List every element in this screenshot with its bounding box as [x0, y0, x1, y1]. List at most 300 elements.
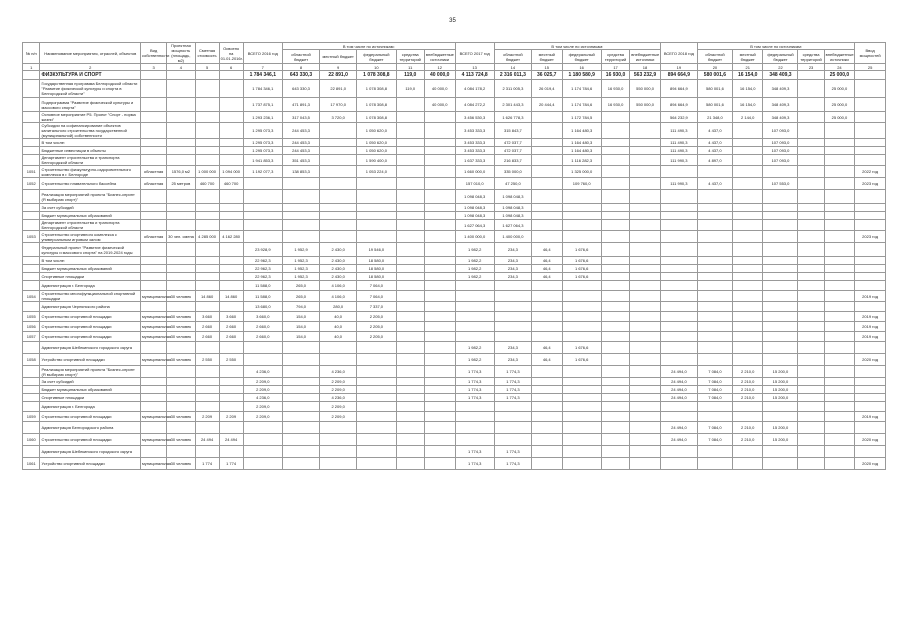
table-cell	[140, 366, 166, 378]
table-row	[23, 422, 886, 434]
table-cell	[219, 190, 243, 204]
table-cell	[396, 342, 424, 354]
table-cell	[531, 458, 562, 470]
table-cell	[824, 281, 855, 291]
table-cell	[630, 394, 661, 402]
table-cell: 4 113 724,8	[455, 71, 494, 80]
table-cell: 2 550	[195, 354, 219, 366]
table-cell: 234,3	[494, 265, 531, 273]
table-row	[23, 112, 886, 123]
table-cell	[167, 155, 195, 166]
table-cell: 4 437,0	[697, 123, 732, 139]
table-cell: 265,0	[282, 281, 319, 291]
table-cell	[424, 446, 455, 458]
table-cell	[660, 354, 697, 366]
table-cell	[630, 123, 661, 139]
table-cell	[23, 212, 40, 220]
table-cell	[424, 412, 455, 422]
table-cell	[732, 412, 763, 422]
table-cell: 472 037,7	[494, 139, 531, 147]
table-cell: 16 154,0	[732, 98, 763, 112]
table-row	[23, 378, 886, 386]
subheader: федеральный бюджет	[763, 50, 798, 64]
table-cell: 2 550	[219, 354, 243, 366]
table-cell: 2020 год	[855, 354, 886, 366]
table-cell	[630, 446, 661, 458]
table-cell	[824, 204, 855, 212]
table-cell: 1 660 000,0	[455, 166, 494, 178]
table-cell	[396, 378, 424, 386]
table-cell	[601, 265, 629, 273]
table-cell: 30 человек	[167, 434, 195, 446]
table-cell	[697, 302, 732, 312]
table-cell	[601, 342, 629, 354]
table-cell	[140, 220, 166, 231]
table-cell	[243, 422, 282, 434]
table-cell: 1 637 333,3	[455, 155, 494, 166]
table-cell	[23, 281, 40, 291]
table-cell: 1 676,6	[562, 273, 601, 281]
table-cell: 11 588,0	[243, 291, 282, 302]
table-cell	[494, 422, 531, 434]
table-cell	[824, 123, 855, 139]
table-cell	[140, 378, 166, 386]
table-cell	[396, 166, 424, 178]
column-index-cell: 17	[601, 64, 629, 71]
table-cell	[219, 378, 243, 386]
table-cell: муниципальная	[140, 354, 166, 366]
table-cell	[282, 354, 319, 366]
table-cell	[562, 378, 601, 386]
table-cell	[195, 204, 219, 212]
table-cell	[195, 386, 219, 394]
table-cell	[195, 281, 219, 291]
col-group-2016: В том числе по источникам:	[282, 43, 455, 50]
table-cell	[697, 354, 732, 366]
table-cell	[195, 342, 219, 354]
column-index-cell: 24	[824, 64, 855, 71]
table-cell: 1 952,3	[282, 265, 319, 273]
table-cell: 234,3	[494, 342, 531, 354]
table-cell	[23, 378, 40, 386]
table-cell	[219, 446, 243, 458]
table-cell	[396, 265, 424, 273]
table-cell	[195, 402, 219, 412]
table-cell	[697, 412, 732, 422]
table-cell	[855, 155, 886, 166]
table-cell	[697, 212, 732, 220]
table-cell	[243, 342, 282, 354]
table-cell: 460 700	[195, 178, 219, 190]
table-cell: 1 774,3	[494, 446, 531, 458]
table-cell	[531, 147, 562, 155]
table-cell: 3 453 333,3	[455, 139, 494, 147]
table-cell	[601, 123, 629, 139]
table-cell: 1 774,3	[455, 378, 494, 386]
table-cell	[798, 332, 824, 342]
column-index-cell: 12	[424, 64, 455, 71]
table-cell	[660, 332, 697, 342]
table-cell	[562, 204, 601, 212]
table-cell: 1 098 048,3	[455, 204, 494, 212]
table-cell	[455, 402, 494, 412]
table-cell	[140, 422, 166, 434]
table-cell: 46,4	[531, 273, 562, 281]
table-row	[23, 139, 886, 147]
table-cell	[357, 412, 396, 422]
table-cell: 1 098 048,3	[494, 190, 531, 204]
table-cell	[824, 220, 855, 231]
table-cell	[630, 178, 661, 190]
table-cell	[798, 212, 824, 220]
table-cell	[195, 243, 219, 257]
table-cell	[140, 139, 166, 147]
table-row	[23, 458, 886, 470]
table-cell	[763, 402, 798, 412]
table-cell	[562, 458, 601, 470]
table-cell	[732, 332, 763, 342]
table-cell	[601, 458, 629, 470]
table-row	[23, 446, 886, 458]
table-cell	[763, 166, 798, 178]
table-cell: 265,0	[282, 291, 319, 302]
table-cell: 1 774,3	[455, 458, 494, 470]
table-cell	[282, 422, 319, 434]
table-cell: 4 285 000	[195, 231, 219, 243]
table-cell: 1 952,3	[282, 257, 319, 265]
table-cell	[494, 332, 531, 342]
row-name-cell: Устройство спортивной площадки	[40, 458, 141, 470]
table-cell	[219, 243, 243, 257]
table-cell: 315 843,7	[494, 123, 531, 139]
table-row	[23, 71, 886, 80]
table-cell	[531, 366, 562, 378]
table-cell	[320, 342, 357, 354]
table-cell: 244 453,3	[282, 147, 319, 155]
table-cell	[630, 422, 661, 434]
table-cell	[630, 412, 661, 422]
table-cell	[23, 190, 40, 204]
table-cell	[23, 446, 40, 458]
table-cell: муниципальная	[140, 312, 166, 322]
row-name-cell: Государственная программа Белгородской области "Развитие физической культуры и спорта в Белгородской области"	[40, 80, 141, 98]
table-cell: 18 580,0	[357, 265, 396, 273]
table-cell: 24 494,0	[660, 434, 697, 446]
table-cell	[798, 166, 824, 178]
table-cell: 2 205,0	[357, 322, 396, 332]
table-cell	[732, 458, 763, 470]
table-cell	[732, 291, 763, 302]
table-cell	[396, 354, 424, 366]
table-cell: 16 154,0	[732, 80, 763, 98]
table-row	[23, 402, 886, 412]
table-cell: 24 494	[195, 434, 219, 446]
table-cell	[424, 231, 455, 243]
table-cell	[763, 312, 798, 322]
table-cell: 46,4	[531, 257, 562, 265]
table-cell	[660, 281, 697, 291]
table-cell	[424, 155, 455, 166]
table-cell: 234,3	[494, 354, 531, 366]
table-cell	[320, 231, 357, 243]
table-cell	[630, 166, 661, 178]
table-cell	[630, 322, 661, 332]
table-cell	[660, 212, 697, 220]
table-cell	[763, 190, 798, 204]
subheader: федеральный бюджет	[562, 50, 601, 64]
table-cell: 4 236,0	[320, 366, 357, 378]
table-cell	[763, 220, 798, 231]
table-cell: 24 494,0	[660, 386, 697, 394]
table-cell	[732, 446, 763, 458]
row-name-cell: Департамент строительства и транспорта Белгородской области	[40, 155, 141, 166]
table-cell: 157 010,0	[455, 178, 494, 190]
table-cell	[697, 332, 732, 342]
table-cell	[601, 422, 629, 434]
table-cell	[531, 112, 562, 123]
table-cell	[732, 123, 763, 139]
table-cell	[601, 322, 629, 332]
table-cell	[732, 402, 763, 412]
table-cell	[140, 147, 166, 155]
table-cell	[195, 139, 219, 147]
table-cell	[219, 98, 243, 112]
table-cell	[195, 190, 219, 204]
table-cell	[601, 139, 629, 147]
table-cell: 19 546,0	[357, 243, 396, 257]
table-cell	[660, 458, 697, 470]
table-cell	[167, 402, 195, 412]
table-cell	[630, 220, 661, 231]
table-row	[23, 332, 886, 342]
table-cell	[531, 190, 562, 204]
table-cell	[824, 332, 855, 342]
table-cell: 4 236,0	[320, 394, 357, 402]
table-cell	[601, 112, 629, 123]
table-cell	[396, 434, 424, 446]
table-cell: 4 162 280	[219, 231, 243, 243]
table-cell	[424, 112, 455, 123]
table-cell	[697, 257, 732, 265]
subheader: внебюджетные источники	[425, 51, 454, 62]
table-cell	[396, 220, 424, 231]
row-name-cell: Администрация Белгородского района	[40, 422, 141, 434]
table-cell: 30 человек	[167, 312, 195, 322]
table-cell: 2 660	[219, 322, 243, 332]
table-cell	[630, 147, 661, 155]
table-cell	[195, 98, 219, 112]
table-cell: 2 430,0	[320, 257, 357, 265]
table-cell	[195, 302, 219, 312]
table-cell	[320, 190, 357, 204]
table-cell	[798, 112, 824, 123]
table-cell	[531, 204, 562, 212]
table-cell	[798, 458, 824, 470]
table-cell	[219, 257, 243, 265]
table-row	[23, 190, 886, 204]
table-cell: 46,4	[531, 265, 562, 273]
table-cell	[424, 243, 455, 257]
table-cell	[562, 402, 601, 412]
table-cell	[732, 281, 763, 291]
row-name-cell: Строительство спортивной площадки	[40, 332, 141, 342]
table-cell	[243, 434, 282, 446]
table-cell	[630, 281, 661, 291]
table-cell: 22 891,0	[320, 80, 357, 98]
col-header-mastered: Освоено на 01.01.2016г.	[219, 43, 243, 64]
table-cell	[798, 273, 824, 281]
table-cell	[396, 412, 424, 422]
table-cell	[798, 265, 824, 273]
table-cell	[732, 147, 763, 155]
table-cell: 4 084 272,2	[455, 98, 494, 112]
table-cell	[396, 204, 424, 212]
table-cell: 7 084,0	[697, 386, 732, 394]
table-cell: 894 664,9	[660, 71, 697, 80]
table-cell	[167, 378, 195, 386]
table-cell: 1576,0 м2	[167, 166, 195, 178]
table-cell	[732, 273, 763, 281]
column-index-cell: 22	[763, 64, 798, 71]
row-name-cell: Строительство физкультурно-оздоровительного комплекса в г. Белгороде	[40, 166, 141, 178]
table-cell	[23, 402, 40, 412]
table-cell	[424, 312, 455, 322]
table-cell: 2 210,0	[732, 422, 763, 434]
table-cell	[601, 212, 629, 220]
table-cell	[23, 123, 40, 139]
row-name-cell: В том числе:	[40, 257, 141, 265]
table-cell	[531, 212, 562, 220]
table-cell	[763, 273, 798, 281]
table-cell: 24 494	[219, 434, 243, 446]
table-cell	[219, 281, 243, 291]
table-cell: 15 200,0	[763, 394, 798, 402]
table-cell	[630, 265, 661, 273]
table-row	[23, 291, 886, 302]
table-cell: 25 000,0	[824, 98, 855, 112]
table-cell	[219, 80, 243, 98]
table-cell	[396, 458, 424, 470]
table-cell	[763, 243, 798, 257]
table-cell	[531, 422, 562, 434]
row-name-cell: Субсидии на софинансирование объектов капитального строительства государственной (муниципальной) собственности	[40, 123, 141, 139]
table-cell	[855, 342, 886, 354]
table-cell	[357, 204, 396, 212]
table-cell	[219, 386, 243, 394]
table-cell	[494, 312, 531, 322]
table-cell: 47 250,0	[494, 178, 531, 190]
table-cell	[357, 190, 396, 204]
column-index-cell: 15	[531, 64, 562, 71]
table-cell	[282, 342, 319, 354]
table-cell: 1057	[23, 332, 40, 342]
table-cell	[219, 273, 243, 281]
table-cell	[396, 155, 424, 166]
row-name-cell: Строительство спортивной площадки	[40, 434, 141, 446]
table-cell	[357, 394, 396, 402]
table-cell: 46,4	[531, 354, 562, 366]
table-cell	[824, 446, 855, 458]
table-cell: 154,0	[282, 332, 319, 342]
table-cell	[140, 302, 166, 312]
table-cell	[601, 302, 629, 312]
table-cell	[732, 178, 763, 190]
table-cell	[732, 190, 763, 204]
table-cell: 30 человек	[167, 332, 195, 342]
table-cell: 3 660,0	[243, 312, 282, 322]
table-cell: 15 200,0	[763, 366, 798, 378]
subheader: внебюджетные источники	[631, 51, 660, 62]
table-cell: 1 078 308,8	[357, 80, 396, 98]
table-cell	[630, 291, 661, 302]
table-cell: 3 720,0	[320, 112, 357, 123]
table-row	[23, 212, 886, 220]
column-index-cell: 25	[855, 64, 886, 71]
table-cell	[195, 446, 219, 458]
table-cell	[396, 281, 424, 291]
table-row	[23, 155, 886, 166]
table-cell	[824, 302, 855, 312]
table-cell	[243, 446, 282, 458]
table-cell: 7 084,0	[697, 378, 732, 386]
table-cell	[798, 147, 824, 155]
row-name-cell: Бюджет муниципальных образований	[40, 212, 141, 220]
table-cell: 30 человек	[167, 354, 195, 366]
table-cell	[167, 342, 195, 354]
table-cell: 234,3	[494, 257, 531, 265]
table-cell	[357, 386, 396, 394]
table-row	[23, 178, 886, 190]
table-cell	[219, 155, 243, 166]
row-name-cell: Устройство спортивной площадки	[40, 354, 141, 366]
table-cell	[855, 257, 886, 265]
table-cell	[630, 458, 661, 470]
table-cell: 1 774,3	[455, 394, 494, 402]
subheader: средства территорий	[396, 50, 424, 64]
subheader: средства территорий	[798, 50, 824, 64]
table-cell	[167, 139, 195, 147]
table-cell: 1 784 346,1	[243, 80, 282, 98]
table-cell	[424, 178, 455, 190]
table-cell	[531, 402, 562, 412]
table-cell	[630, 332, 661, 342]
investment-table	[22, 42, 886, 470]
table-cell	[562, 312, 601, 322]
table-cell: 119,0	[396, 80, 424, 98]
table-cell: 1 000 000	[195, 166, 219, 178]
table-cell: 2 209,0	[320, 402, 357, 412]
table-cell: 15 200,0	[763, 434, 798, 446]
table-cell	[824, 212, 855, 220]
table-cell	[195, 80, 219, 98]
table-cell	[282, 204, 319, 212]
table-cell: 25 000,0	[824, 80, 855, 98]
table-cell	[195, 366, 219, 378]
table-cell: 2 209,0	[243, 378, 282, 386]
table-cell: 1060	[23, 434, 40, 446]
table-cell	[601, 178, 629, 190]
table-cell: 794,0	[282, 302, 319, 312]
table-cell	[357, 231, 396, 243]
col-header-total-2016: ВСЕГО 2016 год	[243, 43, 282, 64]
table-cell: 1 626 778,3	[494, 112, 531, 123]
table-cell: 1 050 620,0	[357, 123, 396, 139]
table-cell	[630, 434, 661, 446]
table-cell	[855, 139, 886, 147]
table-cell	[798, 342, 824, 354]
table-cell: 1 078 308,8	[357, 98, 396, 112]
table-cell	[140, 386, 166, 394]
